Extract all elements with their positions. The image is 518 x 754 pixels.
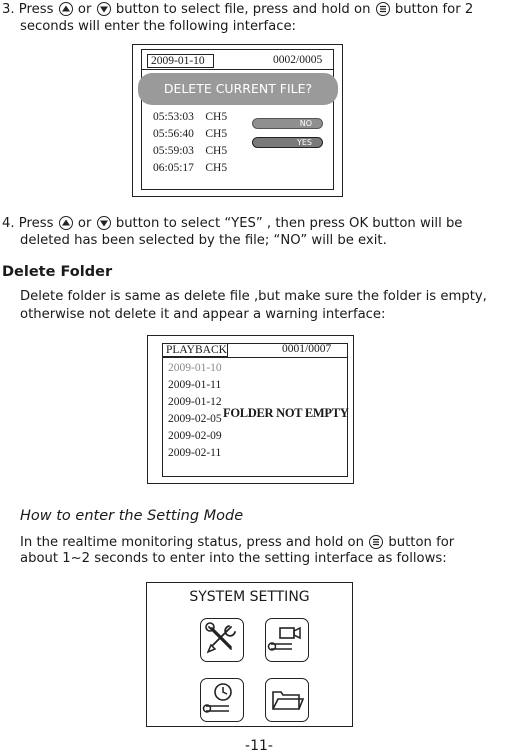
- up-arrow-button-icon: [59, 216, 73, 230]
- down-arrow-button-icon: [97, 216, 111, 230]
- folder-not-empty-warning: FOLDER NOT EMPTY: [223, 406, 349, 420]
- page-number: -11-: [245, 738, 273, 754]
- step3-line1: [2, 2, 473, 19]
- step-text: Press: [18, 216, 54, 231]
- playback-tab: PLAYBACK: [162, 343, 228, 357]
- file-counter: 0002/0005: [273, 54, 323, 66]
- divider: [141, 69, 334, 70]
- paragraph-text: In the realtime monitoring status, press and hold on: [20, 535, 364, 550]
- divider: [162, 357, 348, 358]
- step3-line2: seconds will enter the following interface:: [20, 19, 297, 34]
- folder-counter: 0001/0007: [282, 343, 332, 355]
- paragraph-text: button for: [388, 535, 455, 550]
- step-text: or: [77, 2, 92, 17]
- paragraph-line: [20, 535, 454, 552]
- tools-icon[interactable]: [200, 618, 244, 662]
- list-item: 05:56:40 CH5: [153, 128, 228, 140]
- yes-button[interactable]: YES: [252, 137, 323, 148]
- list-item: 06:05:17 CH5: [153, 162, 228, 174]
- paragraph-line: Delete folder is same as delete file ,but make sure the folder is empty,: [20, 289, 487, 304]
- folder-item: 2009-01-11: [168, 379, 222, 391]
- section-heading: How to enter the Setting Mode: [20, 508, 244, 524]
- menu-button-icon: [376, 2, 390, 16]
- step-text: or: [77, 216, 92, 231]
- step-number: 3.: [2, 2, 15, 17]
- date-label: 2009-01-10: [147, 54, 214, 68]
- paragraph-line: about 1~2 seconds to enter into the setting interface as follows:: [20, 551, 447, 566]
- clock-settings-icon[interactable]: [200, 678, 244, 722]
- step-number: 4.: [2, 216, 15, 231]
- folder-item: 2009-02-05: [168, 413, 222, 425]
- section-heading: Delete Folder: [2, 264, 113, 280]
- paragraph-line: otherwise not delete it and appear a warning interface:: [20, 307, 386, 322]
- folder-item: 2009-02-09: [168, 430, 222, 442]
- folder-warning-screen: [147, 335, 354, 484]
- step-text: button to select “YES” , then press OK button will be: [115, 216, 463, 231]
- list-item: 05:59:03 CH5: [153, 145, 228, 157]
- step-text: button to select file, press and hold on: [115, 2, 371, 17]
- delete-confirm-banner: DELETE CURRENT FILE?: [138, 73, 338, 105]
- system-setting-screen: [146, 582, 353, 727]
- step4-line2: deleted has been selected by the file; “NO” will be exit.: [20, 233, 387, 248]
- step-text: button for 2: [394, 2, 474, 17]
- menu-button-icon: [369, 535, 383, 549]
- folder-item: 2009-01-10: [168, 362, 222, 374]
- folder-item: 2009-01-12: [168, 396, 222, 408]
- step4-line1: [2, 216, 462, 233]
- list-item: 05:53:03 CH5: [153, 111, 228, 123]
- delete-file-screen: [132, 44, 343, 197]
- down-arrow-button-icon: [97, 2, 111, 16]
- step-text: Press: [18, 2, 54, 17]
- screen-title: SYSTEM SETTING: [189, 589, 310, 605]
- folder-icon[interactable]: [265, 678, 309, 722]
- folder-item: 2009-02-11: [168, 447, 222, 459]
- camera-settings-icon[interactable]: [265, 618, 309, 662]
- no-button[interactable]: NO: [252, 118, 323, 129]
- up-arrow-button-icon: [59, 2, 73, 16]
